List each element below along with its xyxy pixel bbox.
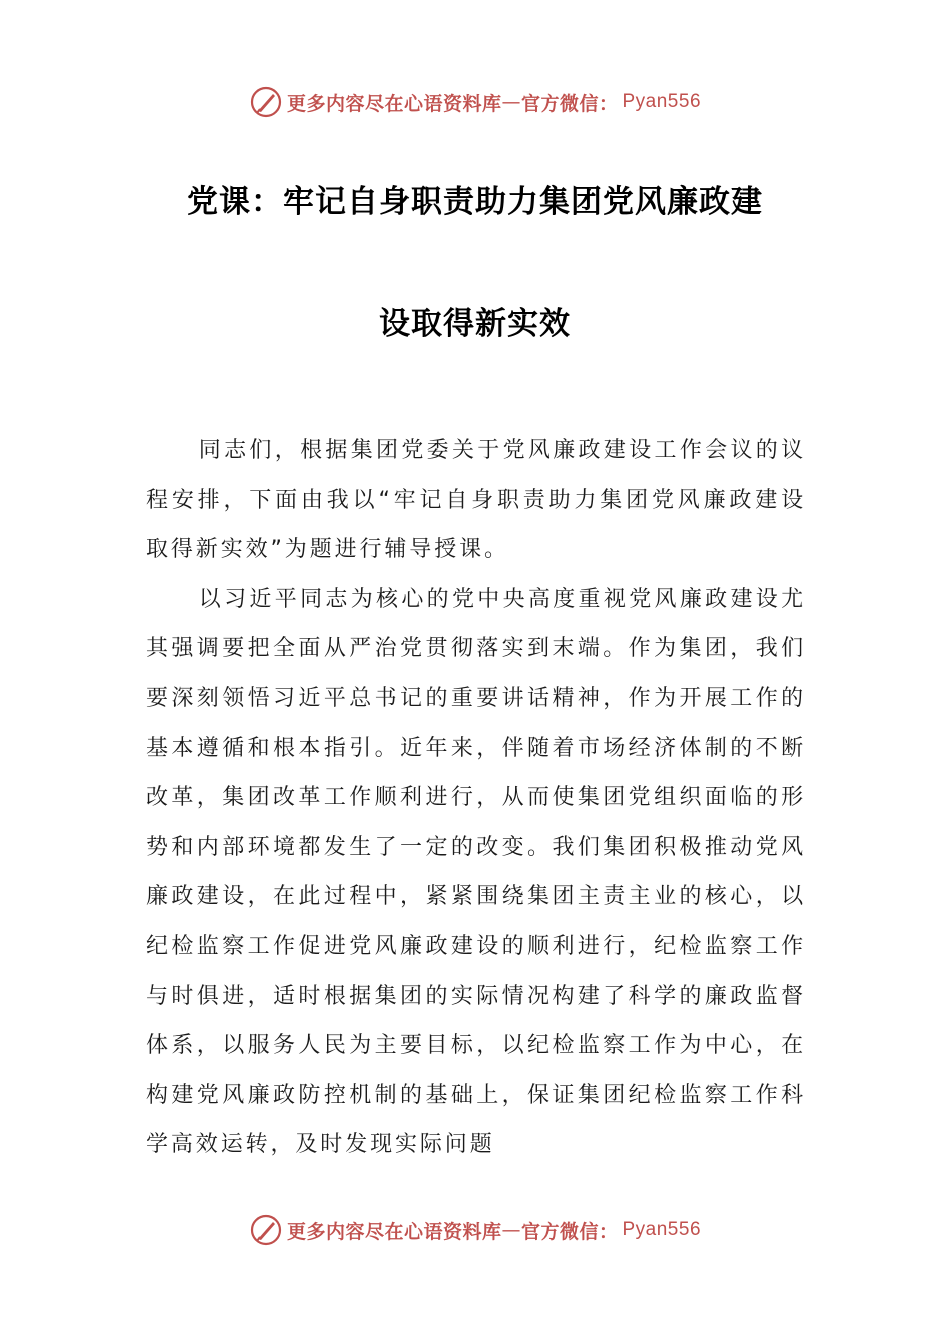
- watermark-brand: 更多内容尽在心语资料库: [286, 1220, 502, 1243]
- quill-logo-icon: [249, 1213, 283, 1247]
- watermark-wechat-label: 官方微信：: [520, 92, 619, 115]
- quill-logo-icon: [249, 85, 283, 119]
- watermark-wechat-id: Pyan556: [622, 1219, 702, 1240]
- watermark-separator: —: [501, 1219, 521, 1241]
- document-title-line-1: 党课：牢记自身职责助力集团党风廉政建: [187, 184, 763, 220]
- paragraph: 以习近平同志为核心的党中央高度重视党风廉政建设尤其强调要把全面从严治党贯彻落实到末端。作为集团，我们要深刻领悟习近平总书记的重要讲话精神，作为开展工作的基本遵循和根本指引。近年来，伴随着市场经济体制的不断改革，集团改革工作顺利进行，从而使集团党组织面临的形势和内部环境都发生了一定的改变。我们集团积极推动党风廉政建设，在此过程中，紧紧围绕集团主责主业的核心，以纪检监察工作促进党风廉政建设的顺利进行，纪检监察工作与时俱进，适时根据集团的实际情况构建了科学的廉政监督体系，以服务人民为主要目标，以纪检监察工作为中心，在构建党风廉政防控机制的基础上，保证集团纪检监察工作科学高效运转，及时发现实际问题: [146, 586, 806, 1158]
- watermark-wechat-id: Pyan556: [622, 91, 702, 112]
- header-watermark: [0, 82, 950, 122]
- document-body: [146, 426, 806, 1170]
- watermark-separator: —: [501, 91, 521, 113]
- watermark-wechat-label: 官方微信：: [520, 1220, 619, 1243]
- document-title-line-2: 设取得新实效: [379, 306, 571, 342]
- watermark-brand: 更多内容尽在心语资料库: [286, 92, 502, 115]
- paragraph: 同志们，根据集团党委关于党风廉政建设工作会议的议程安排，下面由我以“牢记自身职责助力集团党风廉政建设取得新实效”为题进行辅导授课。: [146, 438, 806, 563]
- footer-watermark: [0, 1210, 950, 1250]
